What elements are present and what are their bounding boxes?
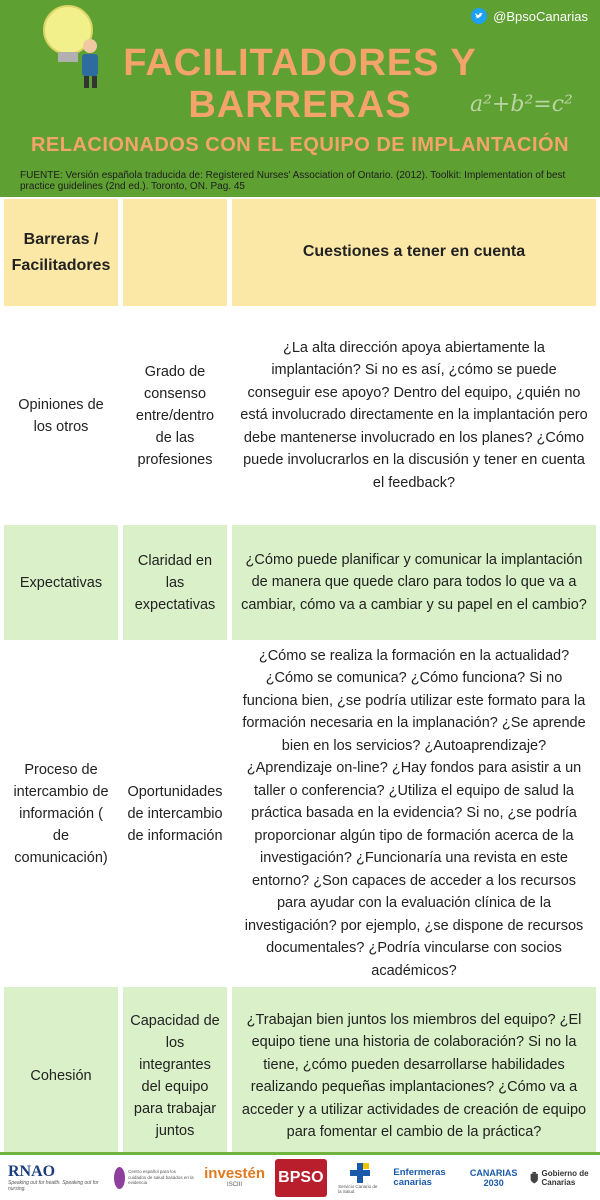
- table-header-row: [4, 199, 596, 311]
- evidencia-circle-icon: [114, 1167, 125, 1189]
- twitter-icon: [471, 8, 487, 24]
- row-category: Cohesión: [4, 987, 118, 1165]
- row-aspect: Grado de consenso entre/dentro de las profesiones: [123, 311, 227, 520]
- page-title-line2: BARRERAS: [188, 84, 412, 126]
- gobierno-text: Gobierno de Canarias: [541, 1168, 589, 1187]
- coat-of-arms-icon: [530, 1168, 539, 1188]
- row-aspect: Claridad en las expectativas: [123, 525, 227, 640]
- scs-text: Servicio Canario de la Salud: [338, 1183, 378, 1194]
- table-row: [4, 987, 596, 1165]
- row-aspect: Oportunidades de intercambio de información: [123, 645, 227, 982]
- row-aspect: Capacidad de los integrantes del equipo para trabajar juntos: [123, 987, 227, 1165]
- page-subtitle: RELACIONADOS CON EL EQUIPO DE IMPLANTACIÓN: [30, 134, 570, 156]
- barriers-table: [4, 199, 596, 1165]
- investen-text: investén: [204, 1165, 265, 1182]
- evidencia-text: Centro español para los cuidados de salud basados en la evidencia: [128, 1169, 194, 1186]
- header-barreras: Barreras / Facilitadores: [4, 199, 118, 306]
- row-questions: ¿La alta dirección apoya abiertamente la implantación? Si no es así, ¿cómo se puede conseguir ese apoyo? Dentro del equipo, ¿quién no está involucrado directamente en la implantación pero debe mantenerse involucrado en los planes? ¿Cómo puede involucrarlos en la discusión y tener en cuenta el feedback?: [232, 311, 596, 520]
- header-aspect: [123, 199, 227, 306]
- chalk-formula: a²+b²=c²: [470, 92, 573, 117]
- evidencia-logo: [114, 1167, 194, 1189]
- canarias2030-logo: [469, 1168, 519, 1188]
- page-title-line1: FACILITADORES Y: [123, 42, 477, 84]
- header-banner: [0, 0, 600, 197]
- row-questions: ¿Cómo se realiza la formación en la actualidad? ¿Cómo se comunica? ¿Cómo funciona? Si no funciona bien, ¿se podría utilizar este formato para la formación necesaria en la implanación? ¿Se aprende bien en los servicios? ¿Autoaprendizaje? ¿Aprendizaje on-line? ¿Hay fondos para asistir a un taller o conferencia? ¿Utiliza el equipo de salud la práctica basada en la evidencia? Si no, ¿se podría proporcionar algún tipo de formación acerca de la investigación? ¿Funcionaría una revista en este entorno? ¿Son capaces de acceder a los recursos para ayudar con la evaluación clínica de la investigación? por ejemplo, ¿se dispone de recursos documentales? ¿Podría vincularse con socios académicos?: [232, 645, 596, 982]
- bpso-text: BPSO: [278, 1168, 324, 1186]
- row-questions: ¿Trabajan bien juntos los miembros del equipo? ¿El equipo tiene una historia de colaboración? Si no la tiene, ¿cómo pueden desarrollarse habilidades realizando pequeñas implantaciones? ¿Cómo va a acceder y a utilizar actividades de creación de equipo para fomentar el cambio de la práctica?: [232, 987, 596, 1165]
- investen-logo: [206, 1166, 264, 1189]
- rnao-tagline: Speaking out for health. Speaking out for nursing.: [8, 1179, 99, 1192]
- header-cuestiones: Cuestiones a tener en cuenta: [232, 199, 596, 306]
- footer-logos: [0, 1152, 600, 1200]
- investen-sub: ISCIII: [227, 1182, 243, 1188]
- enfermeras-text: Enfermeras canarias: [393, 1166, 446, 1188]
- row-category: Proceso de intercambio de información ( de comunicación): [4, 645, 118, 982]
- row-questions: ¿Cómo puede planificar y comunicar la implantación de manera que quede claro para todos lo que va a cambiar, cómo va a cambiar y su papel en el cambio?: [232, 525, 596, 640]
- bpso-logo: [275, 1159, 327, 1197]
- rnao-logo: [8, 1164, 103, 1192]
- table-row: [4, 525, 596, 645]
- scs-logo: [338, 1162, 382, 1194]
- table-row: [4, 311, 596, 525]
- scs-cross-icon: [349, 1162, 371, 1184]
- rnao-logo-text: RNAO: [8, 1162, 56, 1180]
- twitter-handle[interactable]: [471, 8, 588, 24]
- row-category: Opiniones de los otros: [4, 311, 118, 520]
- canarias2030-text: CANARIAS 2030: [469, 1167, 518, 1188]
- gobierno-logo: [530, 1168, 592, 1188]
- enfermeras-logo: [393, 1168, 457, 1188]
- twitter-handle-text: @BpsoCanarias: [493, 8, 588, 24]
- source-citation: FUENTE: Versión española traducida de: Registered Nurses' Association of Ontario. (2012). Toolkit: Implementation of best practice guidelines (2nd ed.). Toronto, ON. Pag. 45: [20, 170, 566, 192]
- table-row: [4, 645, 596, 987]
- row-category: Expectativas: [4, 525, 118, 640]
